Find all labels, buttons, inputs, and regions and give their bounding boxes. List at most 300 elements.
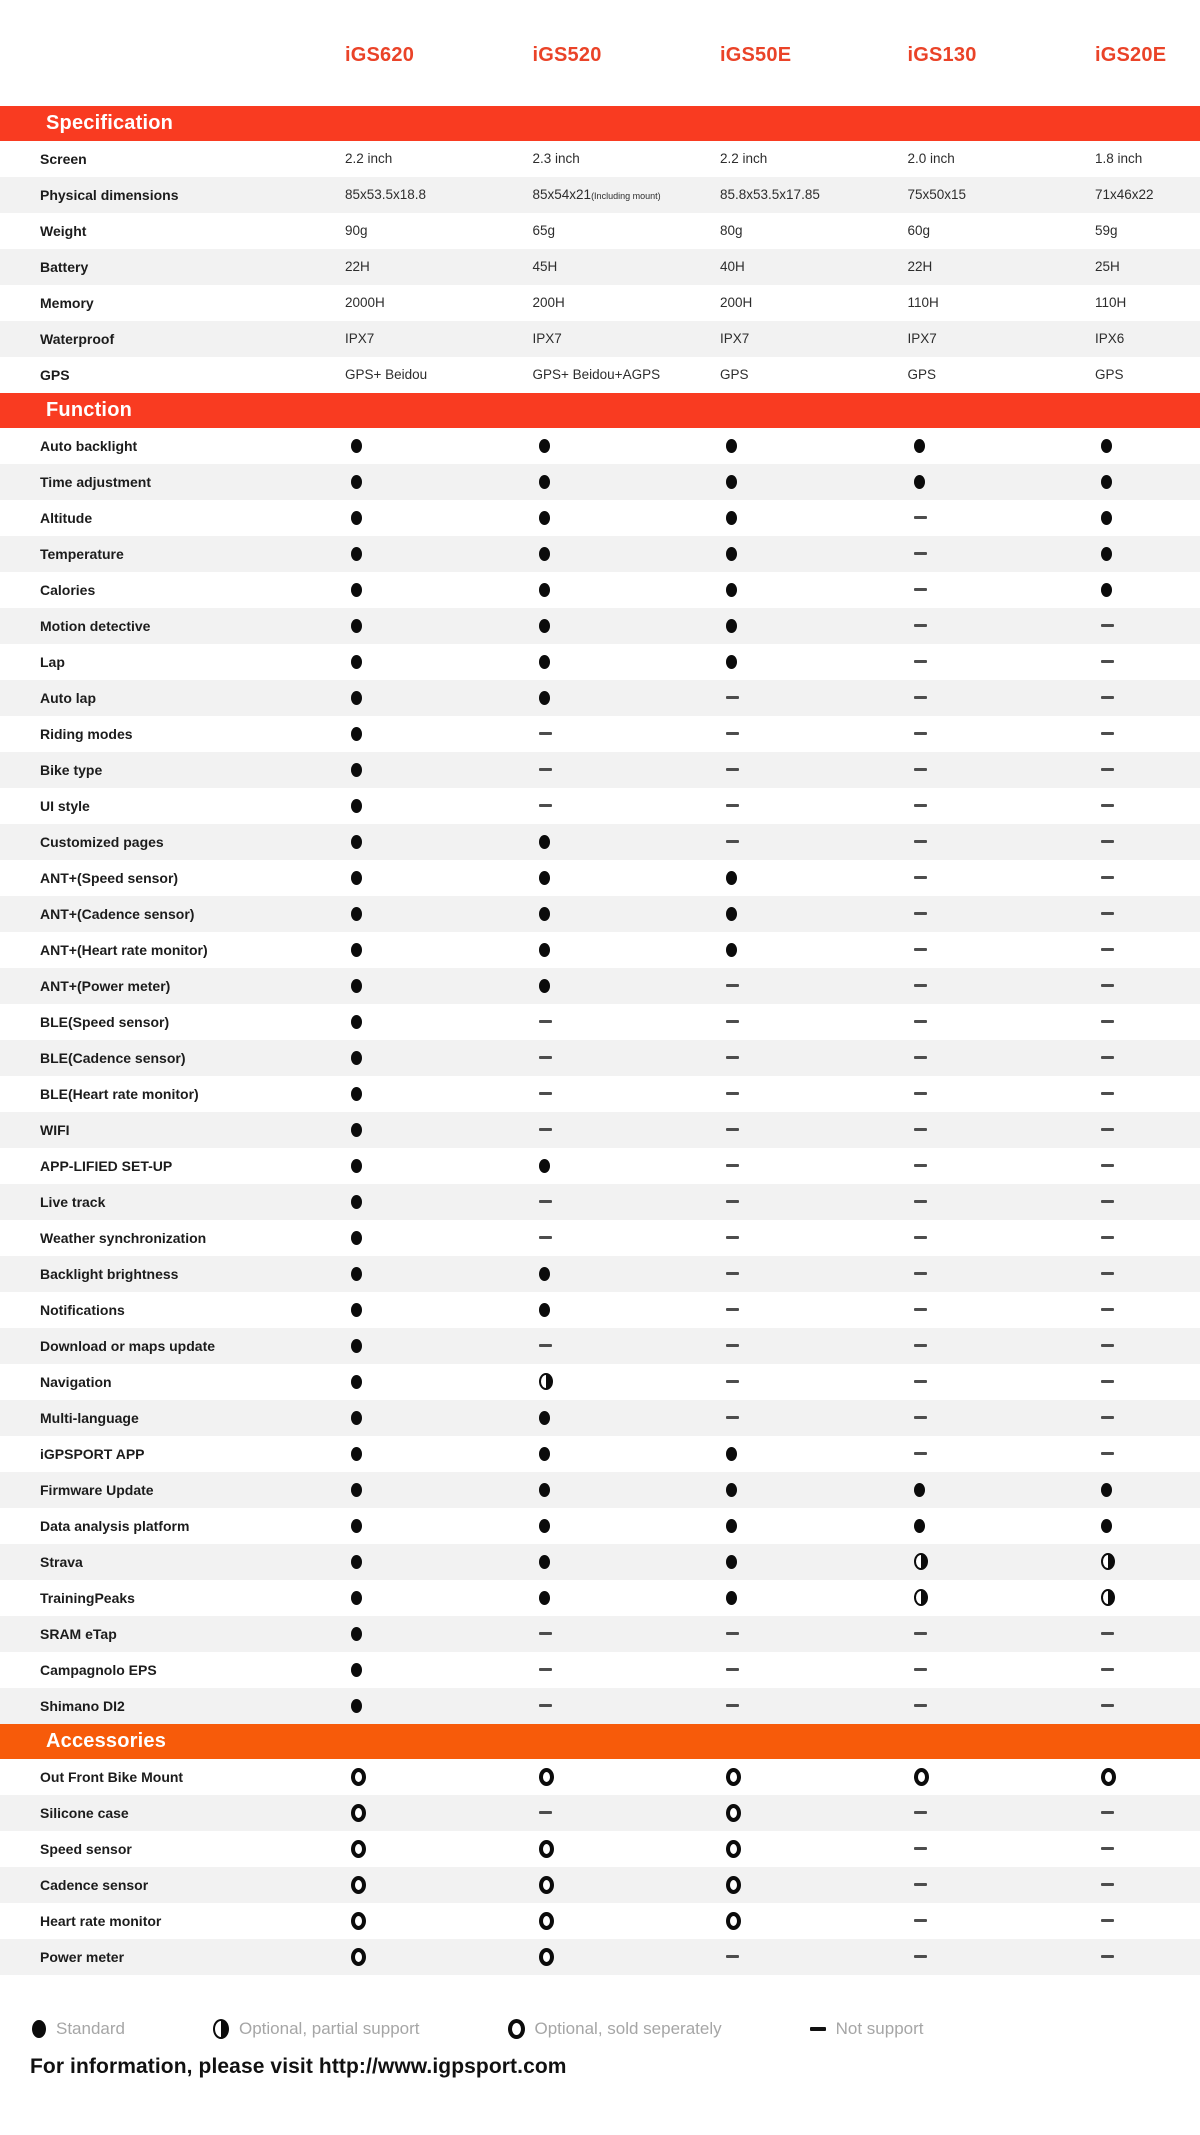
standard-icon xyxy=(726,511,737,525)
support-cell xyxy=(720,617,908,635)
standard-icon xyxy=(351,1519,362,1533)
table-row xyxy=(0,716,1200,752)
support-cell xyxy=(1095,1876,1200,1894)
row-label: Time adjustment xyxy=(40,474,151,490)
spec-value: 60g xyxy=(907,223,931,238)
standard-icon xyxy=(1101,439,1112,453)
standard-icon xyxy=(351,1087,362,1101)
row-label: Auto backlight xyxy=(40,438,138,454)
spec-value: GPS xyxy=(720,367,749,382)
standard-icon xyxy=(351,727,362,741)
table-row xyxy=(0,428,1200,464)
support-cell xyxy=(533,1265,721,1283)
not-support-icon xyxy=(539,1668,552,1671)
model-column-header: iGS620 xyxy=(345,44,415,66)
support-cell xyxy=(1095,617,1200,635)
not-support-icon xyxy=(1101,1308,1114,1311)
support-cell xyxy=(908,437,1096,455)
table-row xyxy=(0,500,1200,536)
not-support-icon xyxy=(539,732,552,735)
support-cell xyxy=(1095,473,1200,491)
standard-icon xyxy=(351,1447,362,1461)
support-cell xyxy=(908,977,1096,995)
not-support-icon xyxy=(1101,1056,1114,1059)
support-cell xyxy=(720,1517,908,1535)
legend-item xyxy=(508,2019,722,2039)
standard-icon xyxy=(726,1483,737,1497)
partial-icon xyxy=(1101,1589,1115,1606)
support-cell xyxy=(345,1912,533,1930)
spec-value: 22H xyxy=(907,259,933,274)
row-label: Navigation xyxy=(40,1374,112,1390)
support-cell xyxy=(345,1948,533,1966)
spec-value-cell xyxy=(908,150,1096,168)
support-cell xyxy=(720,1337,908,1355)
support-cell xyxy=(345,1193,533,1211)
support-cell xyxy=(533,1337,721,1355)
spec-value-cell xyxy=(345,222,533,240)
support-cell xyxy=(533,1948,721,1966)
row-label: ANT+(Power meter) xyxy=(40,978,171,994)
spec-value: 80g xyxy=(720,223,743,238)
support-cell xyxy=(720,653,908,671)
standard-icon xyxy=(351,979,362,993)
support-cell xyxy=(1095,1768,1200,1786)
row-label: Download or maps update xyxy=(40,1338,216,1354)
support-cell xyxy=(908,1229,1096,1247)
row-label: Firmware Update xyxy=(40,1482,154,1498)
not-support-icon xyxy=(726,1164,739,1167)
section-header-specification xyxy=(0,106,1200,141)
spec-value: 110H xyxy=(1095,295,1127,310)
support-cell xyxy=(1095,1625,1200,1643)
support-cell xyxy=(720,1768,908,1786)
table-row xyxy=(0,1688,1200,1724)
standard-icon xyxy=(914,439,925,453)
support-cell xyxy=(908,941,1096,959)
support-cell xyxy=(908,1661,1096,1679)
support-cell xyxy=(345,1373,533,1391)
spec-value: 2.2 inch xyxy=(345,151,393,166)
not-support-icon xyxy=(914,516,927,519)
standard-icon xyxy=(351,1195,362,1209)
support-cell xyxy=(908,725,1096,743)
support-cell xyxy=(908,1337,1096,1355)
not-support-icon xyxy=(914,1272,927,1275)
support-cell xyxy=(1095,689,1200,707)
not-support-icon xyxy=(539,1236,552,1239)
standard-icon xyxy=(1101,511,1112,525)
partial-icon xyxy=(539,1373,553,1390)
spec-value: IPX7 xyxy=(532,331,562,346)
support-cell xyxy=(1095,509,1200,527)
spec-value: 200H xyxy=(720,295,753,310)
support-cell xyxy=(345,1049,533,1067)
standard-icon xyxy=(351,1663,362,1677)
spec-value: 2.2 inch xyxy=(720,151,768,166)
standard-icon xyxy=(539,1411,550,1425)
support-cell xyxy=(720,1157,908,1175)
standard-icon xyxy=(726,475,737,489)
partial-icon xyxy=(914,1589,928,1606)
support-cell xyxy=(533,1553,721,1571)
spec-value-cell xyxy=(533,366,721,384)
support-cell xyxy=(720,941,908,959)
row-label: Campagnolo EPS xyxy=(40,1662,157,1678)
not-support-icon xyxy=(1101,1919,1114,1922)
support-cell xyxy=(533,1049,721,1067)
optional-icon xyxy=(539,1948,554,1966)
not-support-icon xyxy=(1101,912,1114,915)
support-cell xyxy=(1095,833,1200,851)
table-row xyxy=(0,1148,1200,1184)
support-cell xyxy=(1095,1373,1200,1391)
support-cell xyxy=(533,1661,721,1679)
spec-value-cell xyxy=(1095,258,1200,276)
not-support-icon xyxy=(1101,696,1114,699)
not-support-icon xyxy=(539,1344,552,1347)
support-cell xyxy=(908,1697,1096,1715)
spec-value: GPS xyxy=(1095,367,1124,382)
support-cell xyxy=(908,833,1096,851)
support-cell xyxy=(1095,1121,1200,1139)
support-cell xyxy=(720,1049,908,1067)
support-cell xyxy=(1095,545,1200,563)
support-cell xyxy=(345,1445,533,1463)
optional-icon xyxy=(726,1768,741,1786)
support-cell xyxy=(720,1229,908,1247)
table-row xyxy=(0,1472,1200,1508)
table-row xyxy=(0,249,1200,285)
standard-icon xyxy=(539,511,550,525)
row-label: Physical dimensions xyxy=(40,187,179,203)
table-row xyxy=(0,1759,1200,1795)
table-row xyxy=(0,680,1200,716)
table-row xyxy=(0,536,1200,572)
support-cell xyxy=(345,1229,533,1247)
spec-value-cell xyxy=(1095,294,1200,312)
support-cell xyxy=(720,1013,908,1031)
model-column-header: iGS520 xyxy=(532,44,602,66)
row-label: SRAM eTap xyxy=(40,1626,117,1642)
support-cell xyxy=(533,1121,721,1139)
support-cell xyxy=(1095,1697,1200,1715)
support-cell xyxy=(1095,1804,1200,1822)
standard-icon xyxy=(351,799,362,813)
standard-icon xyxy=(539,1555,550,1569)
support-cell xyxy=(1095,1301,1200,1319)
standard-icon xyxy=(351,1267,362,1281)
support-cell xyxy=(345,1157,533,1175)
section-title: Accessories xyxy=(46,1730,167,1752)
table-row xyxy=(0,1076,1200,1112)
not-support-icon xyxy=(539,1811,552,1814)
standard-icon xyxy=(726,583,737,597)
table-row xyxy=(0,1544,1200,1580)
support-cell xyxy=(908,581,1096,599)
support-cell xyxy=(908,869,1096,887)
spec-value: 110H xyxy=(907,295,939,310)
standard-icon xyxy=(914,1483,925,1497)
spec-value: 200H xyxy=(532,295,565,310)
support-cell xyxy=(1095,1445,1200,1463)
standard-icon xyxy=(351,1051,362,1065)
support-cell xyxy=(345,1625,533,1643)
not-support-icon xyxy=(914,804,927,807)
support-cell xyxy=(533,1301,721,1319)
support-cell xyxy=(908,617,1096,635)
table-row xyxy=(0,1580,1200,1616)
optional-icon xyxy=(726,1804,741,1822)
standard-icon xyxy=(726,943,737,957)
standard-icon xyxy=(351,1159,362,1173)
support-cell xyxy=(908,1768,1096,1786)
standard-icon xyxy=(726,1519,737,1533)
support-cell xyxy=(1095,1337,1200,1355)
table-row xyxy=(0,1436,1200,1472)
row-label: Weather synchronization xyxy=(40,1230,207,1246)
support-cell xyxy=(345,1121,533,1139)
table-row xyxy=(0,464,1200,500)
support-cell xyxy=(345,833,533,851)
spec-value-cell xyxy=(908,186,1096,204)
standard-icon xyxy=(351,1483,362,1497)
support-cell xyxy=(1095,905,1200,923)
not-support-icon xyxy=(914,1452,927,1455)
not-support-icon xyxy=(914,624,927,627)
table-row xyxy=(0,1364,1200,1400)
table-row xyxy=(0,1903,1200,1939)
support-cell xyxy=(908,1445,1096,1463)
support-cell xyxy=(345,509,533,527)
support-cell xyxy=(908,1409,1096,1427)
row-label: Live track xyxy=(40,1194,106,1210)
standard-icon xyxy=(726,439,737,453)
row-label: Memory xyxy=(40,295,94,311)
standard-icon xyxy=(351,619,362,633)
standard-icon xyxy=(914,1519,925,1533)
not-support-icon xyxy=(914,1416,927,1419)
spec-value-cell xyxy=(533,294,721,312)
not-support-icon xyxy=(726,696,739,699)
support-cell xyxy=(908,545,1096,563)
table-sections xyxy=(0,106,1200,1975)
optional-icon xyxy=(1101,1768,1116,1786)
table-row xyxy=(0,285,1200,321)
support-cell xyxy=(345,1697,533,1715)
spec-value-cell xyxy=(345,366,533,384)
standard-icon xyxy=(351,871,362,885)
table-row xyxy=(0,824,1200,860)
support-cell xyxy=(1095,1840,1200,1858)
footer-note: For information, please visit http://www.igpsport.com xyxy=(30,2055,567,2078)
row-label: iGPSPORT APP xyxy=(40,1446,145,1462)
support-cell xyxy=(908,1948,1096,1966)
support-cell xyxy=(533,473,721,491)
support-cell xyxy=(720,509,908,527)
row-label: Notifications xyxy=(40,1302,125,1318)
support-cell xyxy=(720,1948,908,1966)
support-cell xyxy=(345,1481,533,1499)
not-support-icon xyxy=(726,804,739,807)
row-label: Altitude xyxy=(40,510,93,526)
optional-icon xyxy=(351,1840,366,1858)
not-support-icon xyxy=(914,876,927,879)
support-cell xyxy=(720,1804,908,1822)
support-cell xyxy=(908,1517,1096,1535)
support-cell xyxy=(1095,1517,1200,1535)
standard-icon xyxy=(539,619,550,633)
support-cell xyxy=(720,1553,908,1571)
not-support-icon xyxy=(1101,1811,1114,1814)
support-cell xyxy=(345,1301,533,1319)
support-cell xyxy=(533,1697,721,1715)
spec-value: 25H xyxy=(1095,259,1120,274)
optional-icon xyxy=(539,1840,554,1858)
support-cell xyxy=(1095,1589,1200,1607)
standard-icon xyxy=(539,439,550,453)
not-support-icon xyxy=(914,1056,927,1059)
not-support-icon xyxy=(539,1056,552,1059)
standard-icon xyxy=(351,1591,362,1605)
row-label: Power meter xyxy=(40,1949,125,1965)
row-label: ANT+(Speed sensor) xyxy=(40,870,179,886)
not-support-icon xyxy=(726,984,739,987)
support-cell xyxy=(908,1157,1096,1175)
support-cell xyxy=(533,833,721,851)
not-support-icon xyxy=(726,1092,739,1095)
support-cell xyxy=(908,473,1096,491)
support-cell xyxy=(345,941,533,959)
support-cell xyxy=(1095,1553,1200,1571)
spec-value: 22H xyxy=(345,259,370,274)
table-row xyxy=(0,1831,1200,1867)
support-cell xyxy=(720,1876,908,1894)
support-cell xyxy=(533,617,721,635)
support-cell xyxy=(345,653,533,671)
standard-icon xyxy=(539,1519,550,1533)
support-cell xyxy=(908,689,1096,707)
support-cell xyxy=(908,1085,1096,1103)
model-column-header: iGS50E xyxy=(720,44,792,66)
standard-icon xyxy=(351,547,362,561)
support-cell xyxy=(1095,797,1200,815)
spec-value-cell xyxy=(533,330,721,348)
support-cell xyxy=(720,1661,908,1679)
support-cell xyxy=(720,1301,908,1319)
standard-icon xyxy=(539,1159,550,1173)
not-support-icon xyxy=(539,1632,552,1635)
standard-icon xyxy=(1101,583,1112,597)
row-label: BLE(Speed sensor) xyxy=(40,1014,170,1030)
support-cell xyxy=(533,653,721,671)
spec-value-cell xyxy=(533,150,721,168)
spec-value: 45H xyxy=(532,259,558,274)
support-cell xyxy=(908,653,1096,671)
not-support-icon xyxy=(914,1668,927,1671)
support-cell xyxy=(720,1589,908,1607)
support-cell xyxy=(533,689,721,707)
spec-value: 75x50x15 xyxy=(907,187,967,202)
standard-icon xyxy=(539,1591,550,1605)
not-support-icon xyxy=(914,912,927,915)
row-label: ANT+(Heart rate monitor) xyxy=(40,942,208,958)
support-cell xyxy=(533,725,721,743)
row-label: Cadence sensor xyxy=(40,1877,149,1893)
support-cell xyxy=(1095,761,1200,779)
support-cell xyxy=(908,1373,1096,1391)
support-cell xyxy=(1095,1157,1200,1175)
optional-icon xyxy=(508,2019,525,2039)
optional-icon xyxy=(351,1912,366,1930)
support-cell xyxy=(720,1121,908,1139)
support-cell xyxy=(345,1409,533,1427)
support-cell xyxy=(345,1085,533,1103)
spec-value-cell xyxy=(533,186,721,204)
spec-value-cell xyxy=(1095,330,1200,348)
support-cell xyxy=(720,1912,908,1930)
support-cell xyxy=(720,725,908,743)
optional-icon xyxy=(914,1768,929,1786)
row-label: Battery xyxy=(40,259,89,275)
not-support-icon xyxy=(914,1200,927,1203)
support-cell xyxy=(720,545,908,563)
support-cell xyxy=(908,1481,1096,1499)
standard-icon xyxy=(351,907,362,921)
spec-value-cell xyxy=(1095,186,1200,204)
not-support-icon xyxy=(726,1056,739,1059)
row-label: Speed sensor xyxy=(40,1841,132,1857)
not-support-icon xyxy=(914,840,927,843)
support-cell xyxy=(345,1589,533,1607)
table-row xyxy=(0,141,1200,177)
support-cell xyxy=(345,905,533,923)
support-cell xyxy=(720,689,908,707)
spec-value: GPS+ Beidou+AGPS xyxy=(532,367,661,382)
spec-value-cell xyxy=(908,222,1096,240)
section-title: Function xyxy=(46,399,133,421)
row-label: UI style xyxy=(40,798,90,814)
spec-value-cell xyxy=(345,258,533,276)
standard-icon xyxy=(351,475,362,489)
support-cell xyxy=(720,905,908,923)
standard-icon xyxy=(726,1447,737,1461)
support-cell xyxy=(908,1265,1096,1283)
table-row xyxy=(0,1939,1200,1975)
support-cell xyxy=(720,1840,908,1858)
row-label: Bike type xyxy=(40,762,103,778)
spec-value-cell xyxy=(720,150,908,168)
not-support-icon xyxy=(1101,840,1114,843)
not-support-icon xyxy=(914,1128,927,1131)
standard-icon xyxy=(539,943,550,957)
support-cell xyxy=(345,977,533,995)
not-support-icon xyxy=(1101,1416,1114,1419)
standard-icon xyxy=(726,907,737,921)
support-cell xyxy=(533,977,721,995)
support-cell xyxy=(533,1229,721,1247)
spec-value-note: (Including mount) xyxy=(591,191,661,201)
support-cell xyxy=(720,1193,908,1211)
support-cell xyxy=(1095,437,1200,455)
not-support-icon xyxy=(914,1344,927,1347)
support-cell xyxy=(1095,941,1200,959)
standard-icon xyxy=(351,1123,362,1137)
support-cell xyxy=(345,437,533,455)
spec-value-cell xyxy=(908,330,1096,348)
support-cell xyxy=(720,1481,908,1499)
support-cell xyxy=(345,1013,533,1031)
